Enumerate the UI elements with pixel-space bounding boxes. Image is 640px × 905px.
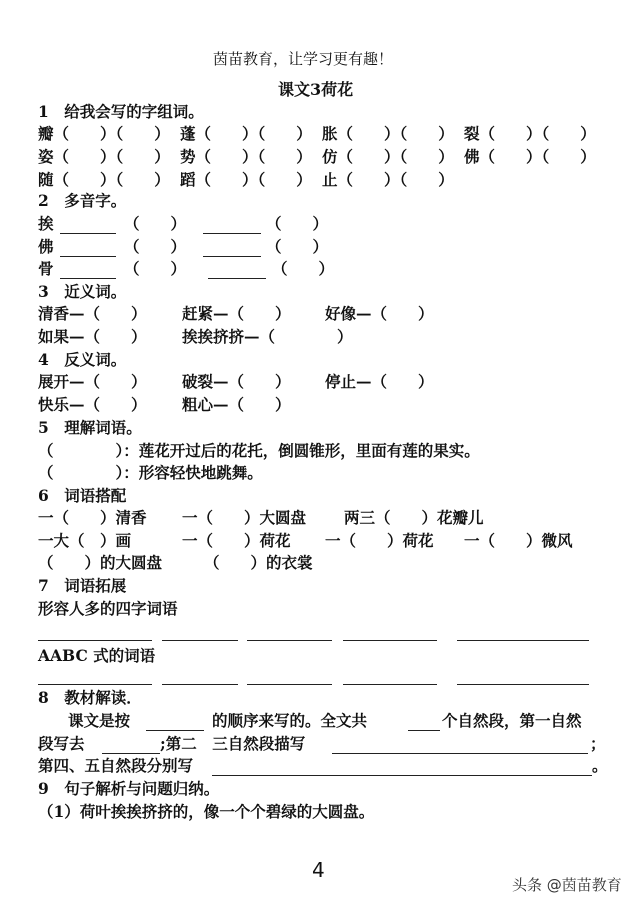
s8-l1-a: 课文是按 — [68, 711, 131, 730]
s2-r1-blank-2[interactable] — [203, 233, 261, 234]
s6-r2-c2: 一（ ）荷花 — [182, 531, 291, 550]
s2-r2-blank-1[interactable] — [60, 256, 116, 257]
s2-r1-paren-1: （ ） — [124, 214, 187, 233]
s6-r3-c2: （ ）的衣裳 — [204, 553, 313, 572]
s1-r2-c2: 势（ ）（ ） — [180, 147, 312, 166]
s7-blank-2[interactable] — [162, 640, 238, 641]
s2-r2-blank-2[interactable] — [203, 256, 261, 257]
s5-heading: 5 理解词语。 — [38, 418, 142, 437]
s8-l3-b: 。 — [592, 756, 608, 775]
s8-l1-b: 的顺序来写的。全文共 — [212, 711, 368, 730]
s6-r2-c3: 一（ ）荷花 — [325, 531, 434, 550]
s1-r1-c1: 瓣（ ）（ ） — [38, 124, 170, 143]
s1-heading: 1 给我会写的字组词。 — [38, 102, 204, 121]
s7-sub-2: AABC 式的词语 — [38, 646, 156, 665]
s2-char-2: 佛 — [38, 237, 54, 256]
s4-r2-c2: 粗心—（ ） — [182, 395, 291, 414]
s8-l2-b: ;第二 三自然段描写 — [160, 734, 306, 753]
s8-l1-c: 个自然段，第一自然 — [442, 711, 582, 730]
s1-r1-c2: 蓬（ ）（ ） — [180, 124, 312, 143]
s4-r1-c1: 展开—（ ） — [38, 372, 147, 391]
s8-blank-3[interactable] — [102, 753, 160, 754]
s8-blank-2[interactable] — [408, 730, 440, 731]
s1-r1-c4: 裂（ ）（ ） — [464, 124, 596, 143]
s8-blank-4[interactable] — [332, 753, 588, 754]
s2-char-3: 骨 — [38, 259, 54, 278]
s8-blank-5[interactable] — [212, 775, 592, 776]
s2-heading: 2 多音字。 — [38, 191, 127, 210]
s2-r3-blank-1[interactable] — [60, 278, 116, 279]
s3-r2-c1: 如果—（ ） — [38, 327, 147, 346]
s2-char-1: 挨 — [38, 214, 54, 233]
s7-blank-10[interactable] — [457, 684, 589, 685]
s1-r2-c1: 姿（ ）（ ） — [38, 147, 170, 166]
s1-r3-c3: 止（ ）（ ） — [322, 170, 454, 189]
s6-r1-c3: 两三（ ）花瓣儿 — [344, 508, 484, 527]
lesson-title: 课文3荷花 — [278, 80, 354, 99]
s9-q1: （1）荷叶挨挨挤挤的，像一个个碧绿的大圆盘。 — [38, 802, 375, 821]
s7-blank-5[interactable] — [457, 640, 589, 641]
s4-r1-c3: 停止—（ ） — [325, 372, 434, 391]
s5-item-2: （ ）：形容轻快地跳舞。 — [38, 463, 263, 482]
s3-heading: 3 近义词。 — [38, 282, 127, 301]
s7-blank-3[interactable] — [247, 640, 332, 641]
s2-r1-paren-2: （ ） — [266, 214, 329, 233]
s5-item-1: （ ）：莲花开过后的花托，倒圆锥形，里面有莲的果实。 — [38, 441, 480, 460]
s3-r1-c1: 清香—（ ） — [38, 304, 147, 323]
s3-r1-c2: 赶紧—（ ） — [182, 304, 291, 323]
s7-blank-7[interactable] — [162, 684, 238, 685]
s8-l2-c: ； — [590, 734, 606, 753]
s4-heading: 4 反义词。 — [38, 350, 127, 369]
s3-r2-c2: 挨挨挤挤—（ ） — [182, 327, 353, 346]
s6-r2-c4: 一（ ）微风 — [464, 531, 573, 550]
s4-r1-c2: 破裂—（ ） — [182, 372, 291, 391]
s1-r3-c2: 蹈（ ）（ ） — [180, 170, 312, 189]
s6-r1-c2: 一（ ）大圆盘 — [182, 508, 307, 527]
s1-r3-c1: 随（ ）（ ） — [38, 170, 170, 189]
s6-r1-c1: 一（ ）清香 — [38, 508, 147, 527]
s2-r2-paren-1: （ ） — [124, 237, 187, 256]
s2-r3-paren-2: （ ） — [272, 259, 335, 278]
watermark: 头条 @茵苗教育 — [512, 876, 622, 894]
s4-r2-c1: 快乐—（ ） — [38, 395, 147, 414]
s8-blank-1[interactable] — [146, 730, 204, 731]
s7-sub-1: 形容人多的四字词语 — [38, 599, 178, 618]
s6-r3-c1: （ ）的大圆盘 — [38, 553, 163, 572]
s1-r2-c3: 仿（ ）（ ） — [322, 147, 454, 166]
s2-r3-paren-1: （ ） — [124, 259, 187, 278]
s7-blank-6[interactable] — [38, 684, 152, 685]
s8-l3-a: 第四、五自然段分别写 — [38, 756, 194, 775]
s9-heading: 9 句子解析与问题归纳。 — [38, 779, 220, 798]
s7-blank-1[interactable] — [38, 640, 152, 641]
s8-heading: 8 教材解读． — [38, 688, 142, 707]
s2-r2-paren-2: （ ） — [266, 237, 329, 256]
s7-heading: 7 词语拓展 — [38, 576, 127, 595]
s6-heading: 6 词语搭配 — [38, 486, 127, 505]
s1-r2-c4: 佛（ ）（ ） — [464, 147, 596, 166]
page-number: 4 — [312, 858, 325, 882]
s6-r2-c1: 一大（ ）画 — [38, 531, 132, 550]
s7-blank-9[interactable] — [343, 684, 437, 685]
s1-r1-c3: 胀（ ）（ ） — [322, 124, 454, 143]
s2-r1-blank-1[interactable] — [60, 233, 116, 234]
s7-blank-8[interactable] — [247, 684, 332, 685]
header-slogan: 茵苗教育，让学习更有趣！ — [213, 50, 394, 68]
s8-l2-a: 段写去 — [38, 734, 85, 753]
s7-blank-4[interactable] — [343, 640, 437, 641]
s2-r3-blank-2[interactable] — [208, 278, 266, 279]
s3-r1-c3: 好像—（ ） — [325, 304, 434, 323]
